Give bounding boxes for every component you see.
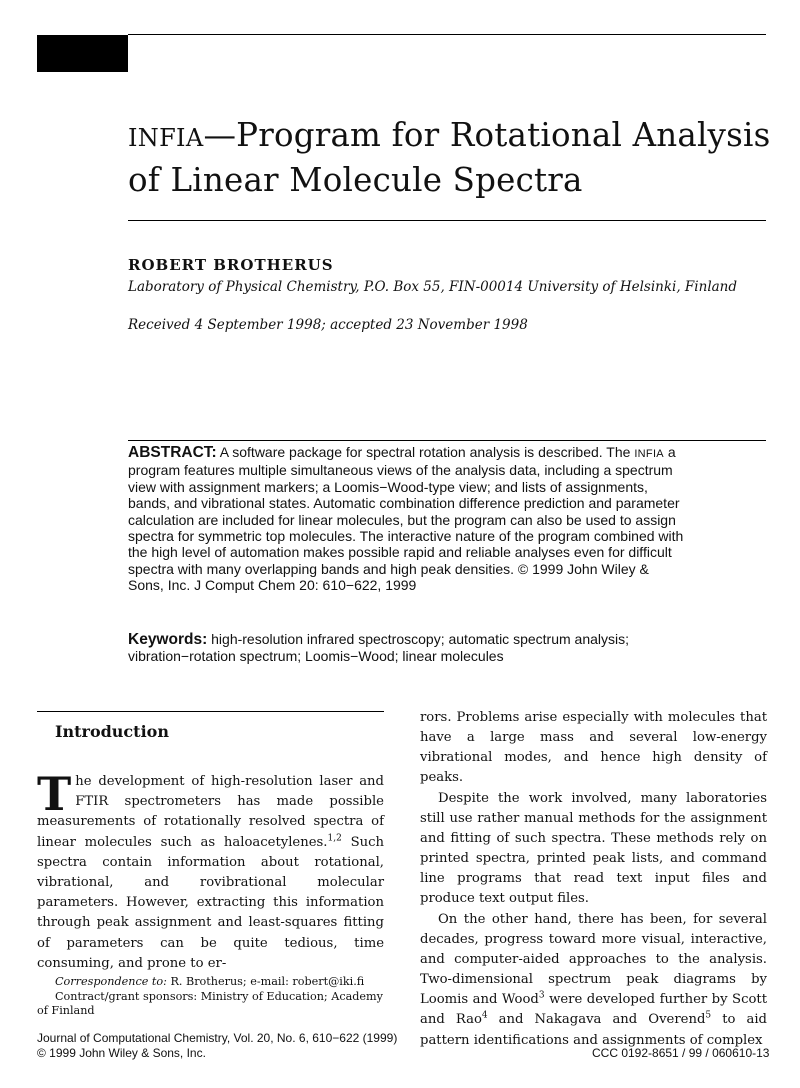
author-name: ROBERT BROTHERUS — [128, 256, 334, 274]
right-column-body — [420, 708, 767, 1051]
right-p3-text-c: and Nakagava and Overend — [487, 1012, 706, 1028]
intro-text-b: Such spectra contain information about rotational, vibrational, and rovibrational molecular parameters. However, extracting this information through peak assignment and least-squares fitting of parameters can be quite tedious, time consuming, and prone to er- — [37, 834, 384, 971]
section-heading-introduction: Introduction — [55, 722, 169, 741]
title-line1: —Program for Rotational Analysis — [203, 116, 771, 154]
citation-3: 3 — [538, 990, 545, 1001]
correspondence-text: R. Brotherus; e-mail: robert@iki.fi — [166, 975, 365, 988]
intro-text-a: he development of high-resolution laser and FTIR spectrometers has made possible measurements of rotationally resolved spectra of linear molecules such as haloacetylenes. — [37, 774, 384, 850]
citation-1-2: 1,2 — [327, 833, 342, 844]
journal-citation: Journal of Computational Chemistry, Vol. 20, No. 6, 610−622 (1999) — [37, 1031, 398, 1045]
journal-footer — [37, 1031, 397, 1061]
abstract-label: ABSTRACT: — [128, 444, 217, 461]
correspondence-label: Correspondence to: — [55, 975, 167, 988]
intro-rule — [37, 711, 384, 712]
title-program-name: INFIA — [128, 124, 204, 152]
copyright-line: © 1999 John Wiley & Sons, Inc. — [37, 1046, 206, 1060]
citation-4: 4 — [481, 1010, 488, 1021]
abstract-text-2: a program features multiple simultaneous views of the analysis data, including a spectrum view with assignment markers; a Loomis−Wood-type view; and lists of assignments, bands, and vibrational states. Automatic combination difference prediction and parameter calculation are included for linear molecules, but the program can also be used to assign spectra for symmetric top molecules. The interactive nature of the program combined with the high level of automation makes possible rapid and reliable analyses even for difficult spectra with many overlapping bands and high peak densities. © 1999 John Wiley & Sons, Inc. J Comput Chem 20: 610−622, 1999 — [128, 444, 684, 594]
abstract — [128, 444, 688, 594]
abstract-program-name: INFIA — [634, 448, 664, 460]
citation-5: 5 — [705, 1010, 712, 1021]
grant-note: Contract/grant sponsors: Ministry of Education; Academy of Finland — [37, 989, 383, 1017]
right-p3-text-b: were developed further by Scott and Rao — [420, 992, 767, 1028]
intro-paragraph — [37, 767, 384, 974]
right-p3-text-a: On the other hand, there has been, for several decades, progress toward more visual, interactive, and computer-aided approaches to the analysis. Two-dimensional spectrum peak diagrams by Loomis and Wood — [420, 911, 767, 1008]
abstract-text-1: A software package for spectral rotation analysis is described. The — [216, 444, 635, 460]
keywords-label: Keywords: — [128, 631, 208, 648]
correspondence-note — [37, 975, 384, 990]
drop-cap: T — [37, 767, 72, 821]
title-line2: of Linear Molecule Spectra — [128, 161, 583, 199]
right-paragraph-2: Despite the work involved, many laboratories still use rather manual methods for the assignment and fitting of such spectra. These methods rely on printed spectra, printed peak lists, and command line programs that read text input files and produce text output files. — [420, 790, 767, 907]
right-paragraph-1: rors. Problems arise especially with molecules that have a large mass and several low-energy vibrational modes, and hence high density of peaks. — [420, 710, 767, 786]
received-date: Received 4 September 1998; accepted 23 November 1998 — [128, 317, 528, 333]
right-p3-text-d: to aid pattern identifications and assignments of complex — [420, 1012, 767, 1048]
article-title — [128, 114, 778, 201]
right-paragraph-3 — [420, 910, 767, 1051]
abstract-rule — [128, 440, 766, 441]
header-black-tab — [37, 35, 128, 72]
footnotes — [37, 975, 384, 1019]
left-column-body — [37, 767, 384, 974]
title-rule — [128, 220, 766, 221]
keywords — [128, 631, 688, 665]
ccc-code: CCC 0192-8651 / 99 / 060610-13 — [592, 1046, 770, 1060]
keywords-text: high-resolution infrared spectroscopy; automatic spectrum analysis; vibration−rotation spectrum; Loomis−Wood; linear molecules — [128, 631, 629, 664]
top-rule — [128, 34, 766, 35]
author-affiliation: Laboratory of Physical Chemistry, P.O. Box 55, FIN-00014 University of Helsinki, Finland — [128, 279, 738, 295]
